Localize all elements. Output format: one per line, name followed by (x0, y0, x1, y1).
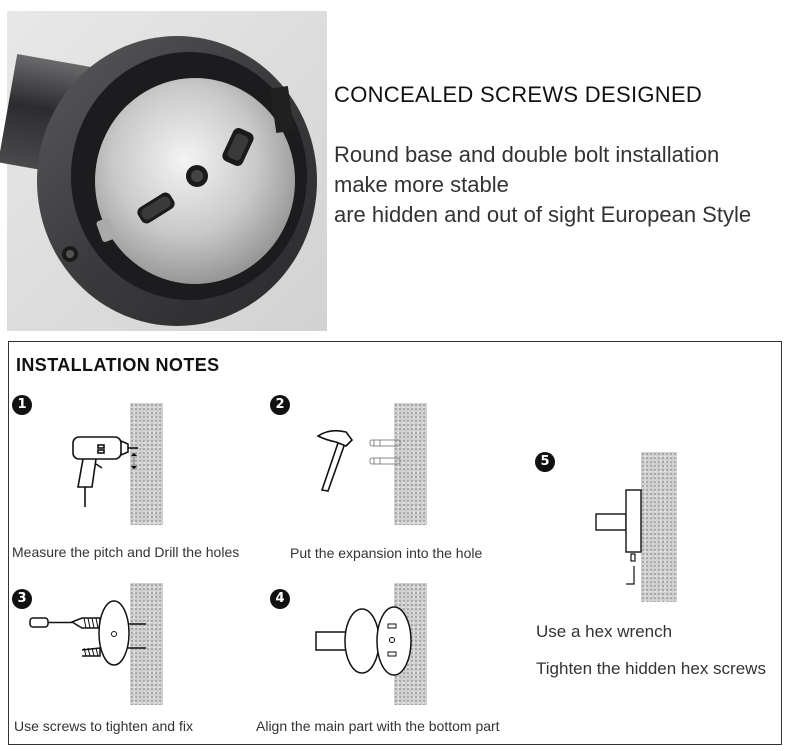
step-5-number: 5 (535, 452, 555, 472)
drill-icon (68, 432, 148, 508)
hero-description-line-2: make more stable (334, 172, 509, 197)
step-4-caption: Align the main part with the bottom part (256, 718, 500, 734)
step-5-caption-2: Tighten the hidden hex screws (536, 659, 766, 678)
hero-description-line-1: Round base and double bolt installation (334, 142, 720, 167)
step-5-caption-1: Use a hex wrench (536, 622, 673, 641)
product-photo (7, 11, 327, 331)
step-2-number: 2 (270, 395, 290, 415)
step-3-caption: Use screws to tighten and fix (14, 718, 193, 734)
step-2-caption: Put the expansion into the hole (290, 545, 483, 561)
hero-description-line-3: are hidden and out of sight European Style (334, 202, 752, 227)
hero-headline: CONCEALED SCREWS DESIGNED (334, 82, 703, 107)
step-1-caption: Measure the pitch and Drill the holes (12, 544, 240, 560)
alignment-diagram (312, 604, 424, 684)
step-4-number: 4 (270, 589, 290, 609)
wall-5 (641, 452, 677, 602)
screwdriver-icon (28, 598, 153, 670)
installation-notes-title: INSTALLATION NOTES (16, 355, 220, 375)
hex-wrench-icon (592, 488, 642, 590)
step-3-number: 3 (12, 589, 32, 609)
hammer-icon (312, 428, 407, 494)
step-1-number: 1 (12, 395, 32, 415)
